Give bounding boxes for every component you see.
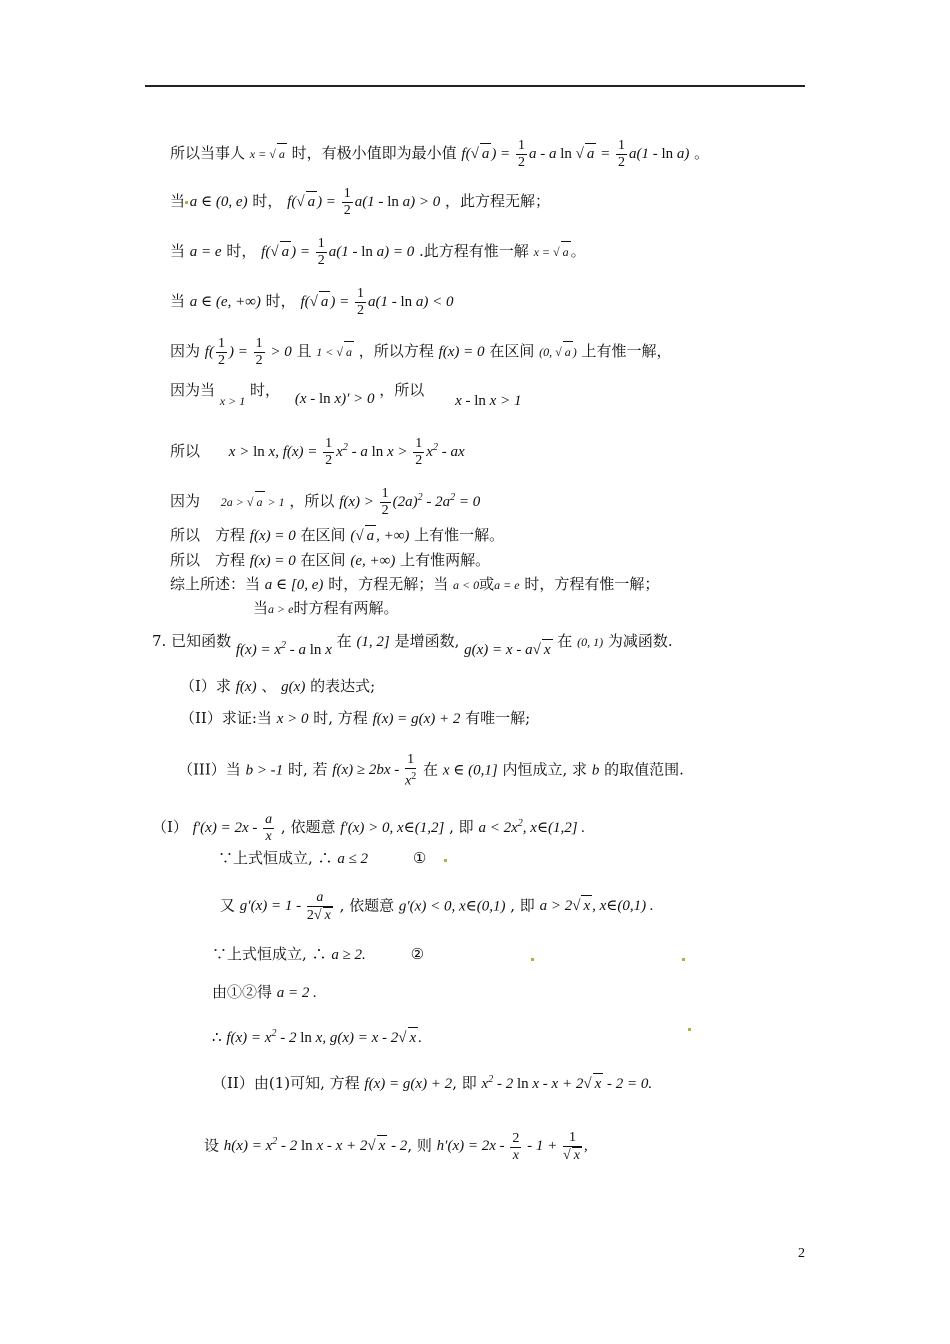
text: 时，: [265, 291, 296, 310]
text: 且: [296, 341, 312, 360]
text: 当: [253, 599, 269, 617]
text: 时，方程有惟一解；: [524, 575, 660, 593]
text: 时, 若: [287, 760, 328, 779]
text: 或: [479, 575, 495, 593]
text: 7. 已知函数: [152, 632, 232, 650]
text: 即: [461, 1074, 477, 1092]
text: 的表达式;: [310, 677, 376, 695]
page-number: 2: [798, 1246, 805, 1261]
line-9: 所以 方程 f(x) = 0 在区间 (√ a , +∞) 上有惟一解。: [170, 526, 505, 544]
header-rule: [145, 85, 805, 87]
text: 又: [220, 896, 236, 915]
text: .此方程有惟一解: [419, 241, 529, 260]
text: 所以: [170, 441, 201, 460]
solution-6: ∴ $f(x) = x^2 - 2$ ln x, g(x) = x - 2√ x .: [212, 1028, 422, 1046]
problem-7-part1: （I）求 f(x) 、 g(x) 的表达式;: [180, 677, 376, 695]
text: ∵上式恒成立, ∴: [218, 849, 333, 867]
problem-7-part2: （II）求证:当 x > 0 时, 方程 f(x) = g(x) + 2 有唯一解;: [180, 709, 531, 727]
solution-2: ∵上式恒成立, ∴ a ≤ 2 ①: [218, 849, 427, 867]
text: 时, 方程: [313, 709, 368, 727]
text: 综上所述：当: [170, 575, 261, 593]
text: 的取值范围.: [604, 760, 684, 779]
line-2: 当 a ∈ (0, e) 时， f(√ a ) = $\frac{1}{2}$ a(1 - ln a) > 0 ，此方程无解；: [170, 186, 551, 218]
text: 所以 方程: [170, 526, 246, 544]
text: 时方程有两解。: [293, 599, 399, 617]
text: 所以当事人: [170, 143, 246, 162]
line-12: 当a > e时方程有两解。: [253, 599, 399, 617]
line-6: 因为当 $_{x > 1}$ 时， (x - ln x)′ > 0 ，所以 x - ln x > 1: [170, 381, 522, 409]
text: 、: [261, 677, 277, 695]
problem-7-intro: 7. 已知函数 $f(x) = x^2 - a$ ln x 在 (1, 2] 是增函数, g(x) = x - a√ x 在 (0, 1) 为减函数.: [152, 632, 673, 658]
text: 当: [170, 241, 186, 260]
decorative-dot: [444, 859, 447, 862]
text: 则: [416, 1136, 432, 1155]
text: 上有惟一解，: [581, 341, 672, 360]
text: 有唯一解;: [465, 709, 531, 727]
text: 在区间: [300, 551, 346, 569]
solution-3: 又 g′(x) = 1 - $\frac{a}{2√ x}$ , 依题意 g′(x) < 0, x∈(0,1) , 即 a > 2√ x , x∈(0,1) .: [220, 890, 654, 923]
text: 时，: [226, 241, 257, 260]
text: 因为当: [170, 381, 216, 399]
text: ，此方程无解；: [445, 191, 551, 210]
text: 因为: [170, 491, 201, 510]
text: 当: [170, 291, 186, 310]
line-3: 当 a = e 时， f(√ a ) = $\frac{1}{2}$ a(1 - ln a) = 0 .此方程有惟一解 x = √ a 。: [170, 236, 586, 268]
text: 时，方程无解；当: [328, 575, 449, 593]
text: ，所以: [289, 491, 335, 510]
line-1: 所以当事人 x = √ a 时，有极小值即为最小值 f(√ a ) = $\frac{1}{2}$ a - a ln √ a = $\frac{1}{2}$ a(1 - ln a) 。: [170, 138, 710, 170]
text: ，所以方程: [358, 341, 434, 360]
solution-7: （II）由(1)可知, 方程 f(x) = g(x) + 2, 即 $x^2 - 2$ ln x - x + 2√ x - 2 = 0.: [212, 1074, 653, 1092]
text: 因为: [170, 341, 201, 360]
text: 在: [557, 632, 573, 650]
text: , 即: [449, 817, 474, 836]
decorative-dot: [531, 958, 534, 961]
text: 上有惟一解。: [414, 526, 505, 544]
solution-4: ∵上式恒成立, ∴ a ≥ 2. ②: [212, 945, 425, 963]
text: 内恒成立, 求: [502, 760, 588, 779]
text: 是增函数,: [394, 632, 460, 650]
text: 在区间: [300, 526, 346, 544]
text: 时，: [252, 191, 283, 210]
text: （I）: [152, 817, 188, 836]
text: , 即: [510, 896, 535, 915]
text: ②: [410, 945, 425, 963]
solution-8: 设 $h(x) = x^2 - 2$ ln x - x + 2√ x - 2, 则 h′(x) = 2x - $\frac{2}{x}$ - 1 + $\frac{1}{√ x}$ ,: [204, 1130, 588, 1163]
text: 当: [170, 191, 186, 210]
text: ∴: [212, 1028, 222, 1046]
decorative-dot: [185, 201, 188, 204]
text: （II）求证:当: [180, 709, 272, 727]
text: 在区间: [489, 341, 535, 360]
text: , 依题意: [280, 817, 336, 836]
text: （I）求: [180, 677, 231, 695]
text: 时，: [250, 381, 281, 399]
text: 由①②得: [212, 983, 273, 1001]
line-4: 当 a ∈ (e, +∞) 时， f(√ a ) = $\frac{1}{2}$ a(1 - ln a) < 0: [170, 286, 454, 318]
line-8: 因为 2a > √ a > 1 ，所以 f(x) > $\frac{1}{2}$ $(2a)^2 - 2a^2 = 0$: [170, 486, 481, 518]
text: ∵上式恒成立, ∴: [212, 945, 327, 963]
decorative-dot: [682, 958, 685, 961]
text: 在: [336, 632, 352, 650]
line-11: 综上所述：当 a ∈ [0, e) 时，方程无解；当 a < 0或a = e 时，方程有惟一解；: [170, 575, 660, 593]
line-7: 所以 x > ln x, f(x) = $\frac{1}{2}$ $x^2$ - a ln x > $\frac{1}{2}$ $x^2$ - ax: [170, 436, 465, 468]
text: 上有惟两解。: [400, 551, 491, 569]
text: （III）当: [178, 760, 241, 779]
text: 在: [423, 760, 439, 779]
text: 为减函数.: [607, 632, 673, 650]
text: 设: [204, 1136, 220, 1155]
solution-1: （I） f′(x) = 2x - $\frac{a}{x}$ , 依题意 f′(x) > 0, x∈(1,2] , 即 $a < 2x^2$, x∈(1,2] .: [152, 812, 586, 844]
problem-7-part3: （III）当 b > -1 时, 若 f(x) ≥ 2bx - $\frac{1}{x^2}$ 在 x ∈ (0,1] 内恒成立, 求 b 的取值范围.: [178, 752, 684, 789]
text: 时，有极小值即为最小值: [291, 143, 457, 162]
line-10: 所以 方程 f(x) = 0 在区间 (e, +∞) 上有惟两解。: [170, 551, 491, 569]
text: ①: [412, 849, 427, 867]
line-5: 因为 f( $\frac{1}{2}$ ) = $\frac{1}{2}$ > 0 且 1 < √ a ，所以方程 f(x) = 0 在区间 (0, √ a ) 上有惟一解，: [170, 336, 672, 368]
solution-5: 由①②得 a = 2 .: [212, 983, 317, 1001]
text: , 依题意: [339, 896, 395, 915]
text: ，所以: [379, 381, 425, 399]
text: 所以 方程: [170, 551, 246, 569]
text: （II）由(1)可知, 方程: [212, 1074, 360, 1092]
decorative-dot: [688, 1028, 691, 1031]
